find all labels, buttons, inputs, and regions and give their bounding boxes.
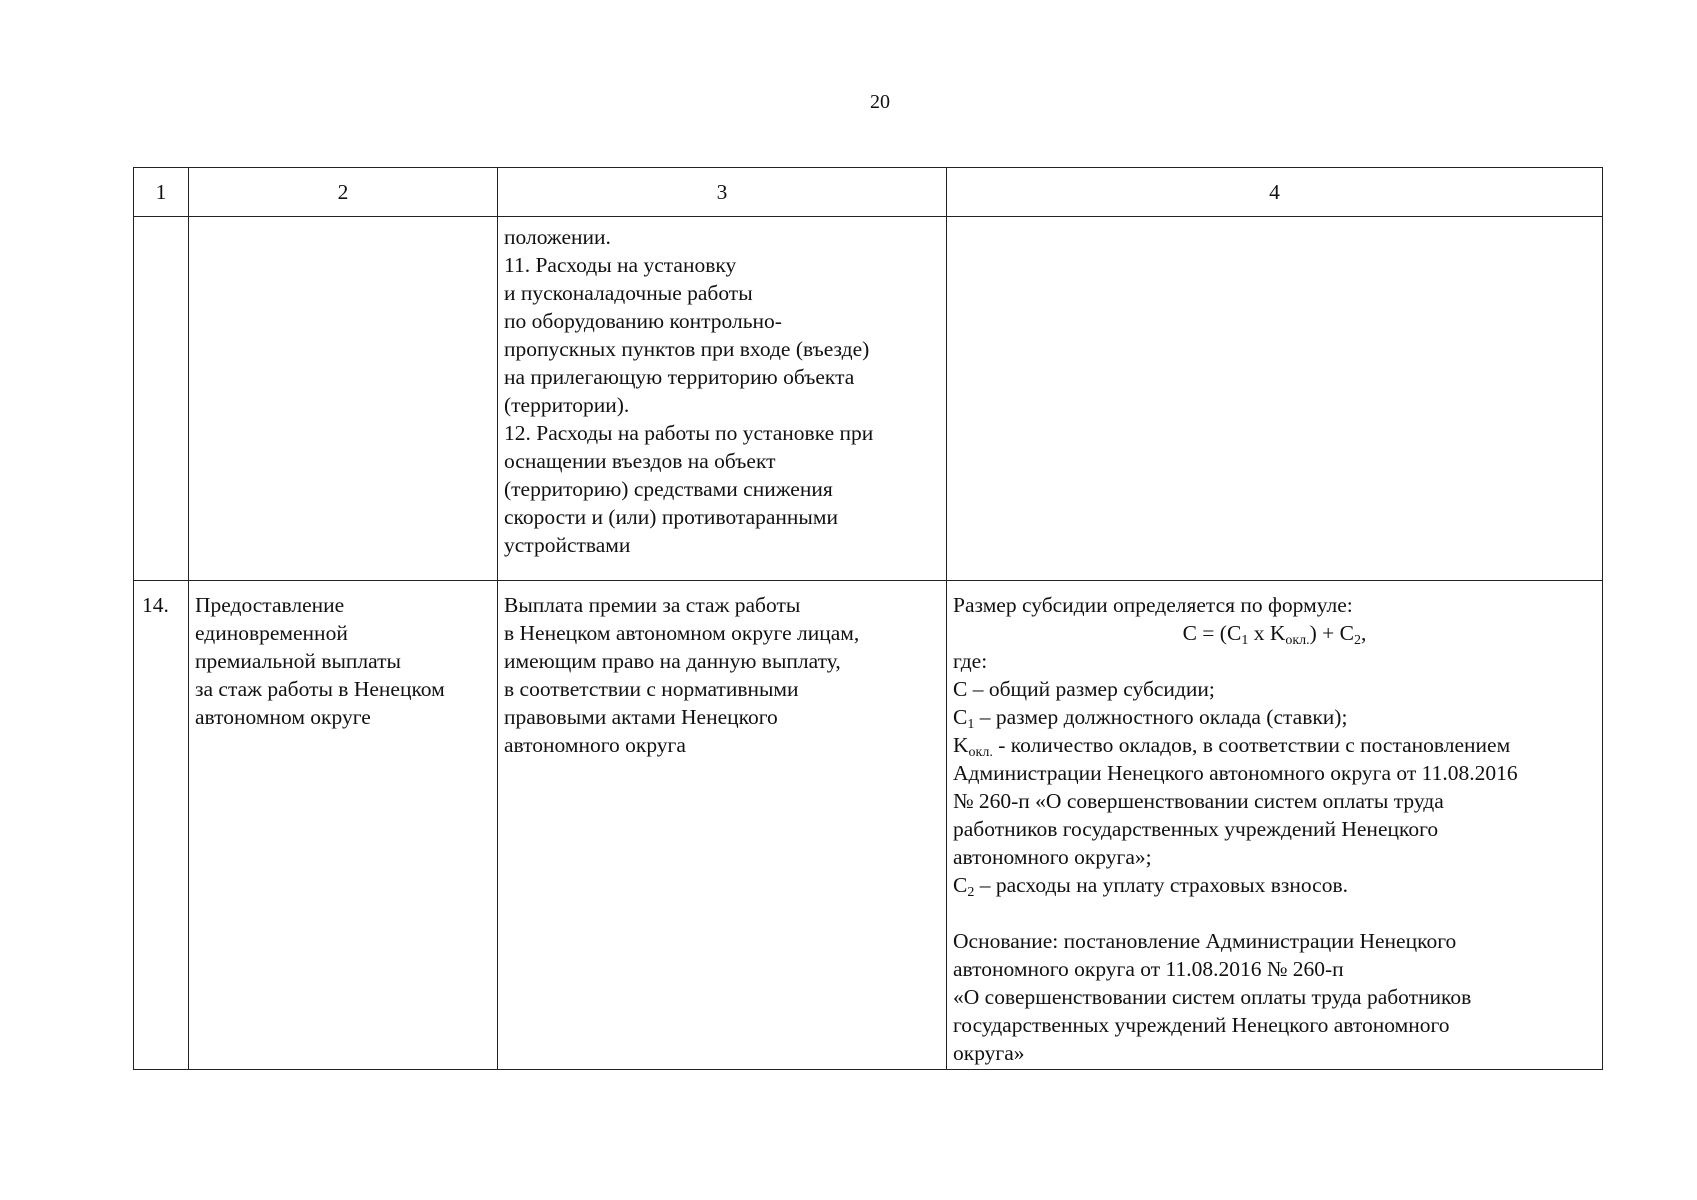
row-14-calculation — [947, 581, 1603, 1070]
continuation-col-1 — [134, 217, 189, 581]
formula-intro: Размер субсидии определяется по формуле: — [953, 593, 1353, 617]
continuation-col-3 — [498, 217, 947, 581]
definition-c2: $C_2$ – расходы на уплату страховых взносов. — [953, 873, 1349, 900]
text-line: положении. — [504, 225, 611, 249]
basis-line: Основание: постановление Администрации Ненецкого — [953, 929, 1457, 953]
text-line: в соответствии с нормативными — [504, 677, 799, 701]
text-line: Администрации Ненецкого автономного округа от 11.08.2016 — [953, 761, 1518, 785]
definition-c1: $C_1$ – размер должностного оклада (ставки); — [953, 705, 1348, 732]
text-line: скорости и (или) противотаранными — [504, 505, 838, 529]
text-line: № 260-п «О совершенствовании систем оплаты труда — [953, 789, 1444, 813]
text-line: единовременной — [195, 621, 348, 645]
page-number: 20 — [870, 91, 890, 113]
continuation-col-4 — [947, 217, 1603, 581]
text-line: оснащении въездов на объект — [504, 449, 776, 473]
row-14-title — [189, 581, 498, 1070]
row-14 — [134, 581, 1603, 1070]
row-14-description — [498, 581, 947, 1070]
text-line: и пусконаладочные работы — [504, 281, 753, 305]
header-col-3: 3 — [498, 168, 947, 217]
header-col-4: 4 — [947, 168, 1603, 217]
text-line: пропускных пунктов при входе (въезде) — [504, 337, 870, 361]
text-line: премиальной выплаты — [195, 649, 401, 673]
text-line: на прилегающую территорию объекта — [504, 365, 855, 389]
text-line: автономном округе — [195, 705, 371, 729]
basis-line: государственных учреждений Ненецкого автономного — [953, 1013, 1450, 1037]
header-row — [134, 168, 1603, 217]
basis-line: округа» — [953, 1041, 1025, 1065]
text-line: (территорию) средствами снижения — [504, 477, 833, 501]
text-line: за стаж работы в Ненецком — [195, 677, 445, 701]
text-line: устройствами — [504, 533, 631, 557]
text-line: работников государственных учреждений Ненецкого — [953, 817, 1439, 841]
where-label: где: — [953, 649, 988, 673]
text-line: имеющим право на данную выплату, — [504, 649, 841, 673]
continuation-col-2 — [189, 217, 498, 581]
text-line: Предоставление — [195, 593, 345, 617]
header-col-2: 2 — [189, 168, 498, 217]
text-line: 12. Расходы на работы по установке при — [504, 421, 874, 445]
text-line: автономного округа»; — [953, 845, 1152, 869]
text-line: (территории). — [504, 393, 630, 417]
basis-line: автономного округа от 11.08.2016 № 260-п — [953, 957, 1344, 981]
spacer — [953, 899, 1596, 927]
row-14-number: 14. — [134, 581, 189, 1070]
text-line: правовыми актами Ненецкого — [504, 705, 778, 729]
text-line: в Ненецком автономном округе лицам, — [504, 621, 860, 645]
subsidy-table — [133, 167, 1603, 1070]
text-line: по оборудованию контрольно- — [504, 309, 782, 333]
text-line: Выплата премии за стаж работы — [504, 593, 801, 617]
formula: $C = (C_1$ x $K_{окл.}) + C_2$, — [1182, 621, 1367, 648]
definition-c: C – общий размер субсидии; — [953, 677, 1215, 701]
basis-line: «О совершенствовании систем оплаты труда работников — [953, 985, 1472, 1009]
text-line: 11. Расходы на установку — [504, 253, 737, 277]
continuation-row — [134, 217, 1603, 581]
header-col-1: 1 — [134, 168, 189, 217]
definition-k: $K_{окл.}$ - количество окладов, в соответствии с постановлением — [953, 733, 1511, 760]
text-line: автономного округа — [504, 733, 686, 757]
